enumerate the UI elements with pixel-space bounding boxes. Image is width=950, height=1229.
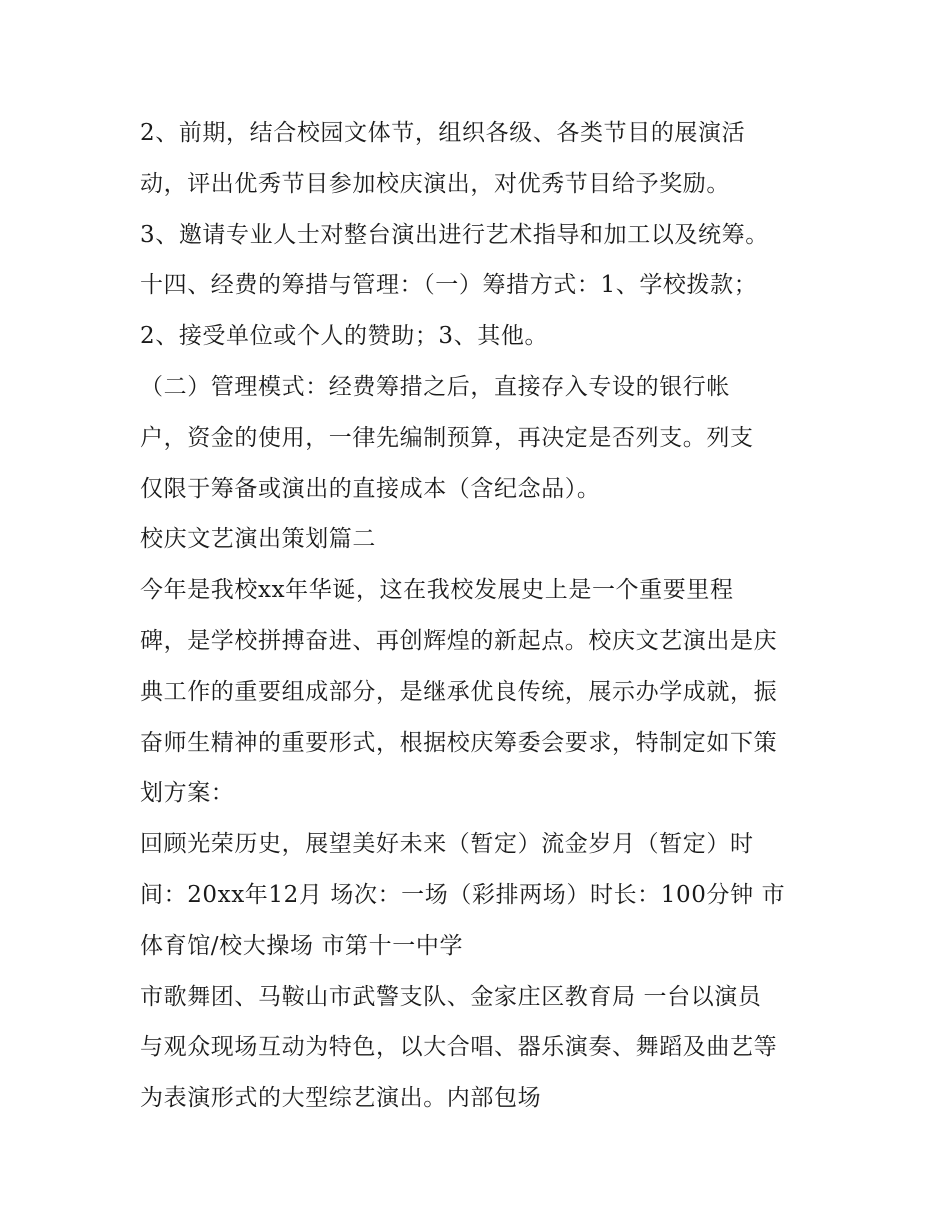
text-line: 2、接受单位或个人的赞助；3、其他。 xyxy=(140,323,549,350)
text-line: 典工作的重要组成部分，是继承优良传统，展示办学成就，振 xyxy=(140,678,778,705)
text-line: 为表演形式的大型综艺演出。内部包场 xyxy=(140,1085,542,1112)
text-line: 仅限于筹备或演出的直接成本（含纪念品）。 xyxy=(140,475,601,502)
text-line: 回顾光荣历史，展望美好未来（暂定）流金岁月（暂定）时 xyxy=(140,831,754,858)
text-line: 十四、经费的筹措与管理：（一）筹措方式：1、学校拨款； xyxy=(140,272,758,299)
text-line: 间：20xx年12月 场次：一场（彩排两场）时长：100分钟 市 xyxy=(140,881,786,908)
text-line: 市歌舞团、马鞍山市武警支队、金家庄区教育局 一台以演员 xyxy=(140,983,762,1010)
section-heading: 校庆文艺演出策划篇二 xyxy=(140,526,376,553)
text-line: 户，资金的使用，一律先编制预算，再决定是否列支。列支 xyxy=(140,424,754,451)
text-line: 与观众现场互动为特色，以大合唱、器乐演奏、舞蹈及曲艺等 xyxy=(140,1034,778,1061)
text-line: 碑，是学校拼搏奋进、再创辉煌的新起点。校庆文艺演出是庆 xyxy=(140,627,778,654)
text-line: 体育馆/校大操场 市第十一中学 xyxy=(140,932,464,959)
text-line: 3、邀请专业人士对整台演出进行艺术指导和加工以及统筹。 xyxy=(140,221,769,248)
text-line: 动，评出优秀节目参加校庆演出，对优秀节目给予奖励。 xyxy=(140,170,730,197)
text-line: 划方案： xyxy=(140,780,235,807)
text-line: 2、前期，结合校园文体节，组织各级、各类节目的展演活 xyxy=(140,120,746,146)
text-line: （二）管理模式：经费筹措之后，直接存入专设的银行帐 xyxy=(140,373,730,400)
document-page xyxy=(140,108,820,1124)
text-line: 奋师生精神的重要形式，根据校庆筹委会要求，特制定如下策 xyxy=(140,729,778,756)
text-line: 今年是我校xx年华诞，这在我校发展史上是一个重要里程 xyxy=(140,577,734,604)
